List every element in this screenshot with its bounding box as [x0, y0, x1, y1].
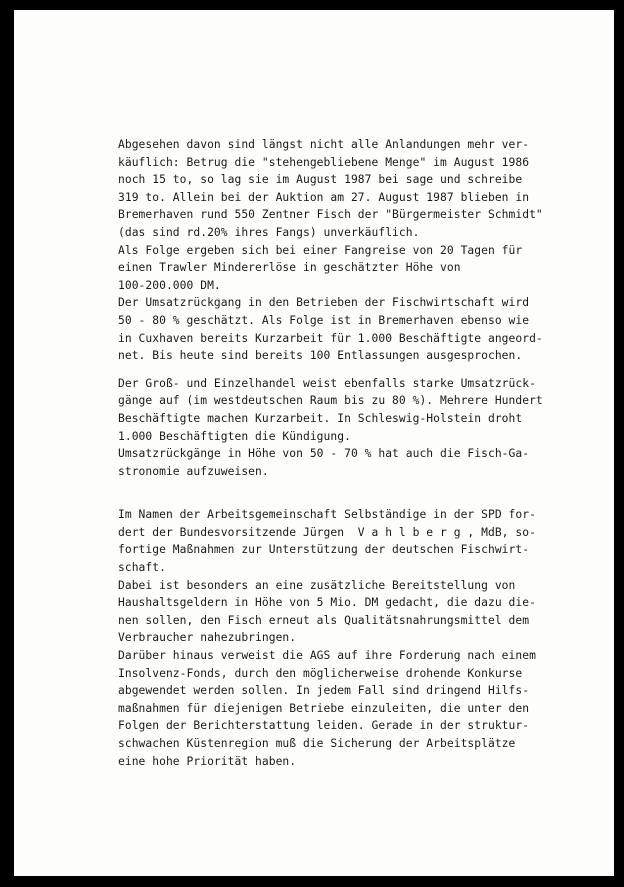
text-line: noch 15 to, so lag sie im August 1987 bei sage und schreibe	[118, 173, 523, 187]
text-line: Als Folge ergeben sich bei einer Fangreise von 20 Tagen für	[118, 243, 523, 257]
paragraph-block-2	[118, 375, 578, 481]
text-line: Bremerhaven rund 550 Zentner Fisch der "Bürgermeister Schmidt"	[118, 208, 543, 222]
text-line: Der Groß- und Einzelhandel weist ebenfalls starke Umsatzrück-	[118, 376, 536, 390]
text-line: Abgesehen davon sind längst nicht alle Anlandungen mehr ver-	[118, 138, 530, 151]
text-line: einen Trawler Mindererlöse in geschätzter Höhe von	[118, 261, 461, 275]
text-line: fortige Maßnahmen zur Unterstützung der deutschen Fischwirt-	[118, 543, 530, 557]
text-line: Haushaltsgeldern in Höhe von 5 Mio. DM gedacht, die dazu die-	[118, 596, 536, 610]
text-line: schwachen Küstenregion muß die Sicherung der Arbeitsplätze	[118, 737, 516, 750]
text-line: käuflich: Betrug die "stehengebliebene Menge" im August 1986	[118, 155, 530, 169]
text-line: maßnahmen für diejenigen Betriebe einzuleiten, die unter den	[118, 701, 530, 715]
text-line: dert der Bundesvorsitzende Jürgen V a h l b e r g , MdB, so-	[118, 525, 536, 539]
text-line: gänge auf (im westdeutschen Raum bis zu 80 %). Mehrere Hundert	[118, 394, 543, 408]
text-line: 50 - 80 % geschätzt. Als Folge ist in Bremerhaven ebenso wie	[118, 313, 530, 327]
paragraph-block-1	[118, 136, 578, 365]
text-line: net. Bis heute sind bereits 100 Entlassungen ausgesprochen.	[118, 349, 523, 363]
text-line: schaft.	[118, 561, 166, 575]
text-line: Umsatzrückgänge in Höhe von 50 - 70 % hat auch die Fisch-Ga-	[118, 447, 530, 461]
text-line: 319 to. Allein bei der Auktion am 27. August 1987 blieben in	[118, 190, 530, 204]
text-line: Verbraucher nahezubringen.	[118, 631, 297, 645]
text-line: (das sind rd.20% ihres Fangs) unverkäuflich.	[118, 225, 420, 239]
text-line: in Cuxhaven bereits Kurzarbeit für 1.000 Beschäftigte angeord-	[118, 331, 543, 345]
document-text	[118, 136, 578, 770]
document-page	[14, 10, 614, 876]
text-line: Darüber hinaus verweist die AGS auf ihre Forderung nach einem	[118, 649, 536, 663]
text-line: Folgen der Berichterstattung leiden. Gerade in der struktur-	[118, 719, 530, 733]
text-line: Insolvenz-Fonds, durch den möglicherweise drohende Konkurse	[118, 666, 523, 680]
text-line: eine hohe Priorität haben.	[118, 754, 297, 768]
text-line: Dabei ist besonders an eine zusätzliche Bereitstellung von	[118, 578, 516, 592]
text-line: abgewendet werden sollen. In jedem Fall sind dringend Hilfs-	[118, 684, 530, 698]
text-line: 100-200.000 DM.	[118, 278, 221, 292]
paragraph-gap	[118, 480, 578, 506]
text-line: Beschäftigte machen Kurzarbeit. In Schleswig-Holstein droht	[118, 411, 523, 425]
text-line: 1.000 Beschäftigten die Kündigung.	[118, 429, 351, 443]
text-line: nen sollen, den Fisch erneut als Qualitätsnahrungsmittel dem	[118, 613, 530, 627]
text-line: Der Umsatzrückgang in den Betrieben der Fischwirtschaft wird	[118, 296, 530, 310]
text-line: stronomie aufzuweisen.	[118, 464, 269, 478]
paragraph-block-3	[118, 506, 578, 770]
text-line: Im Namen der Arbeitsgemeinschaft Selbständige in der SPD for-	[118, 508, 536, 522]
paragraph-gap	[118, 365, 578, 375]
